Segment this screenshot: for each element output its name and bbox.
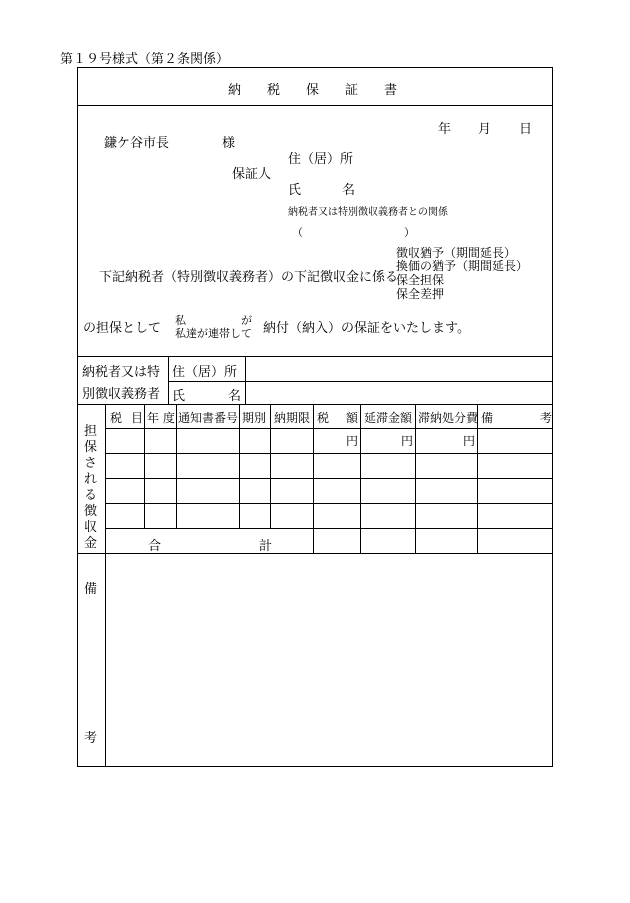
- remarks-label-bottom: 考: [84, 731, 98, 746]
- header-zeimoku-1: 税: [110, 411, 123, 425]
- table-col-line: [313, 404, 314, 553]
- table-col-line: [360, 404, 361, 553]
- date-month: 月: [478, 122, 492, 137]
- guarantor-name-label-1: 氏: [288, 183, 302, 198]
- statement-option-1: 徴収猶予（期間延長）: [396, 246, 517, 260]
- form-number: 第１９号様式（第２条関係）: [60, 52, 230, 67]
- table-row-line: [105, 453, 553, 454]
- header-zeigaku-1: 税: [317, 411, 330, 425]
- header-nokigen: 納期限: [274, 411, 311, 425]
- taxpayer-mid-line: [168, 381, 553, 382]
- table-col-line: [239, 404, 240, 528]
- statement-option-2: 換価の猶予（期間延長）: [396, 259, 529, 273]
- date-year: 年: [438, 122, 452, 137]
- statement-as-security: の担保として: [83, 321, 162, 336]
- relation-paren-open: （: [292, 226, 303, 239]
- secured-side-divider: [105, 404, 106, 767]
- relation-paren-close: ）: [404, 226, 415, 239]
- header-taino: 滞納処分費: [418, 411, 479, 425]
- statement-watashitachi: 私達が連帯して: [175, 327, 252, 340]
- header-biko-1: 備: [481, 411, 494, 425]
- header-biko-2: 考: [540, 411, 553, 425]
- statement-watashi: 私: [175, 314, 186, 327]
- side-char: 収: [84, 520, 98, 535]
- side-char: れ: [84, 472, 98, 487]
- header-nendo: 年 度: [147, 411, 175, 425]
- secured-top-line: [77, 404, 553, 405]
- yen-zeigaku: 円: [346, 434, 359, 448]
- header-zeimoku-2: 目: [131, 411, 144, 425]
- table-col-line: [144, 404, 145, 528]
- taxpayer-name-label-2: 名: [228, 389, 242, 404]
- form-title: 納 税 保 証 書: [228, 83, 398, 98]
- date-day: 日: [519, 122, 533, 137]
- taxpayer-field-divider: [245, 356, 246, 404]
- total-label-2: 計: [259, 539, 273, 554]
- guarantor-relation-label: 納税者又は特別徴収義務者との関係: [288, 207, 448, 218]
- statement-option-3: 保全担保: [396, 273, 445, 287]
- side-char: 金: [84, 536, 98, 551]
- addressee-mayor: 鎌ケ谷市長: [104, 136, 170, 151]
- taxpayer-top-line: [77, 356, 553, 357]
- header-kibetsu: 期別: [242, 411, 267, 425]
- guarantor-name-label-2: 名: [342, 183, 356, 198]
- side-char: 徴: [84, 504, 98, 519]
- taxpayer-address-label: 住（居）所: [172, 365, 238, 380]
- total-label-1: 合: [148, 539, 162, 554]
- secured-side-label: [84, 424, 97, 552]
- statement-option-4: 保全差押: [396, 287, 445, 301]
- statement-ga: が: [241, 314, 252, 327]
- header-entai: 延滞金額: [364, 411, 413, 425]
- yen-entai: 円: [401, 434, 414, 448]
- table-row-line: [105, 428, 553, 429]
- guarantor-address-label: 住（居）所: [288, 152, 354, 167]
- table-col-line: [270, 404, 271, 528]
- table-col-line: [477, 404, 478, 553]
- side-char: 担: [84, 424, 98, 439]
- taxpayer-label-line1: 納税者又は特: [82, 365, 161, 380]
- taxpayer-label-divider: [168, 356, 169, 404]
- remarks-label-top: 備: [84, 582, 98, 597]
- statement-lead: 下記納税者（特別徴収義務者）の下記徴収金に係る: [99, 270, 399, 285]
- yen-taino: 円: [463, 434, 476, 448]
- side-char: さ: [84, 456, 98, 471]
- table-row-line: [105, 503, 553, 504]
- side-char: る: [84, 488, 98, 503]
- header-tsuchisho: 通知書番号: [178, 411, 239, 425]
- table-col-line: [176, 404, 177, 528]
- table-col-line: [415, 404, 416, 553]
- addressee-honorific: 様: [222, 136, 236, 151]
- taxpayer-label-line2: 別徴収義務者: [82, 387, 161, 402]
- side-char: 保: [84, 440, 98, 455]
- table-row-line: [105, 478, 553, 479]
- statement-closing: 納付（納入）の保証をいたします。: [263, 321, 470, 336]
- guarantor-label: 保証人: [232, 167, 272, 182]
- table-row-line: [105, 528, 553, 529]
- title-divider: [77, 105, 553, 106]
- taxpayer-name-label-1: 氏: [172, 389, 186, 404]
- header-zeigaku-2: 額: [346, 411, 359, 425]
